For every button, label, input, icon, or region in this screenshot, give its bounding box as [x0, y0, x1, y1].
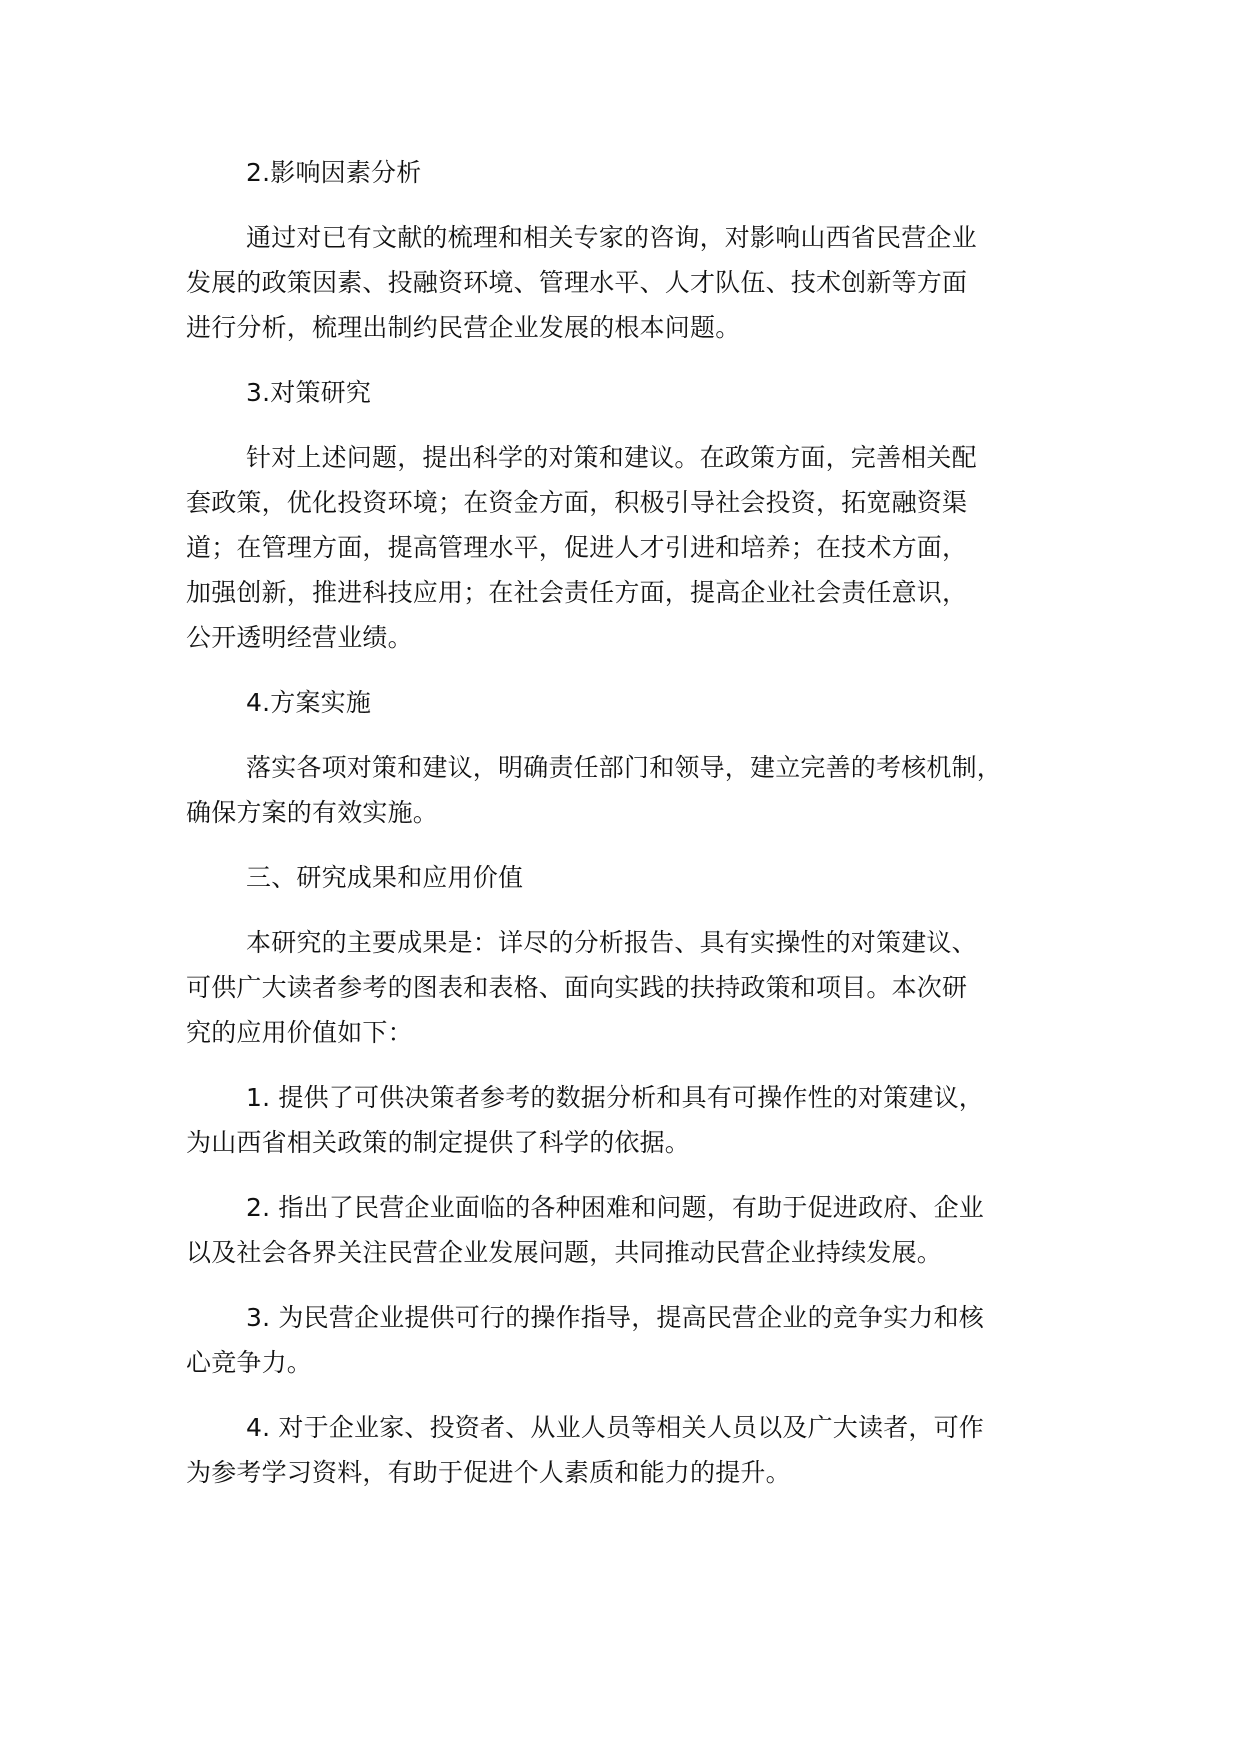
- paragraph-countermeasure-research: [186, 435, 1086, 660]
- text-line: 心竞争力。: [186, 1348, 313, 1377]
- document-page: [186, 150, 1086, 1515]
- text-line: 三、研究成果和应用价值: [246, 863, 524, 892]
- paragraph-influence-factors: [186, 215, 1086, 350]
- paragraph-results-summary: [186, 920, 1086, 1055]
- text-line: 2.影响因素分析: [246, 158, 422, 187]
- value-item-4: [186, 1405, 1086, 1495]
- text-line: 确保方案的有效实施。: [186, 798, 439, 827]
- text-line: 为参考学习资料，有助于促进个人素质和能力的提升。: [186, 1458, 791, 1487]
- text-line: 以及社会各界关注民营企业发展问题，共同推动民营企业持续发展。: [186, 1238, 943, 1267]
- text-line: 4.方案实施: [246, 688, 372, 717]
- text-line: 3.对策研究: [246, 378, 372, 407]
- heading-countermeasure-research: [186, 370, 1086, 415]
- heading-influence-factors: [186, 150, 1086, 195]
- paragraph-plan-implementation: [186, 745, 1086, 835]
- text-line: 针对上述问题，提出科学的对策和建议。在政策方面，完善相关配: [246, 443, 977, 472]
- text-line: 加强创新，推进科技应用；在社会责任方面，提高企业社会责任意识，: [186, 578, 968, 607]
- text-line: 为山西省相关政策的制定提供了科学的依据。: [186, 1128, 691, 1157]
- text-line: 1. 提供了可供决策者参考的数据分析和具有可操作性的对策建议，: [246, 1083, 985, 1112]
- text-line: 落实各项对策和建议，明确责任部门和领导，建立完善的考核机制，: [246, 753, 1003, 782]
- value-item-3: [186, 1295, 1086, 1385]
- value-item-2: [186, 1185, 1086, 1275]
- text-line: 套政策，优化投资环境；在资金方面，积极引导社会投资，拓宽融资渠: [186, 488, 968, 517]
- text-line: 3. 为民营企业提供可行的操作指导，提高民营企业的竞争实力和核: [246, 1303, 985, 1332]
- text-line: 可供广大读者参考的图表和表格、面向实践的扶持政策和项目。本次研: [186, 973, 968, 1002]
- text-line: 4. 对于企业家、投资者、从业人员等相关人员以及广大读者，可作: [246, 1413, 985, 1442]
- text-line: 公开透明经营业绩。: [186, 623, 413, 652]
- text-line: 道；在管理方面，提高管理水平，促进人才引进和培养；在技术方面，: [186, 533, 968, 562]
- text-line: 进行分析，梳理出制约民营企业发展的根本问题。: [186, 313, 741, 342]
- text-line: 本研究的主要成果是：详尽的分析报告、具有实操性的对策建议、: [246, 928, 977, 957]
- heading-results-and-value: [186, 855, 1086, 900]
- text-line: 2. 指出了民营企业面临的各种困难和问题，有助于促进政府、企业: [246, 1193, 985, 1222]
- value-item-1: [186, 1075, 1086, 1165]
- heading-plan-implementation: [186, 680, 1086, 725]
- text-line: 究的应用价值如下：: [186, 1018, 413, 1047]
- text-line: 通过对已有文献的梳理和相关专家的咨询，对影响山西省民营企业: [246, 223, 977, 252]
- text-line: 发展的政策因素、投融资环境、管理水平、人才队伍、技术创新等方面: [186, 268, 968, 297]
